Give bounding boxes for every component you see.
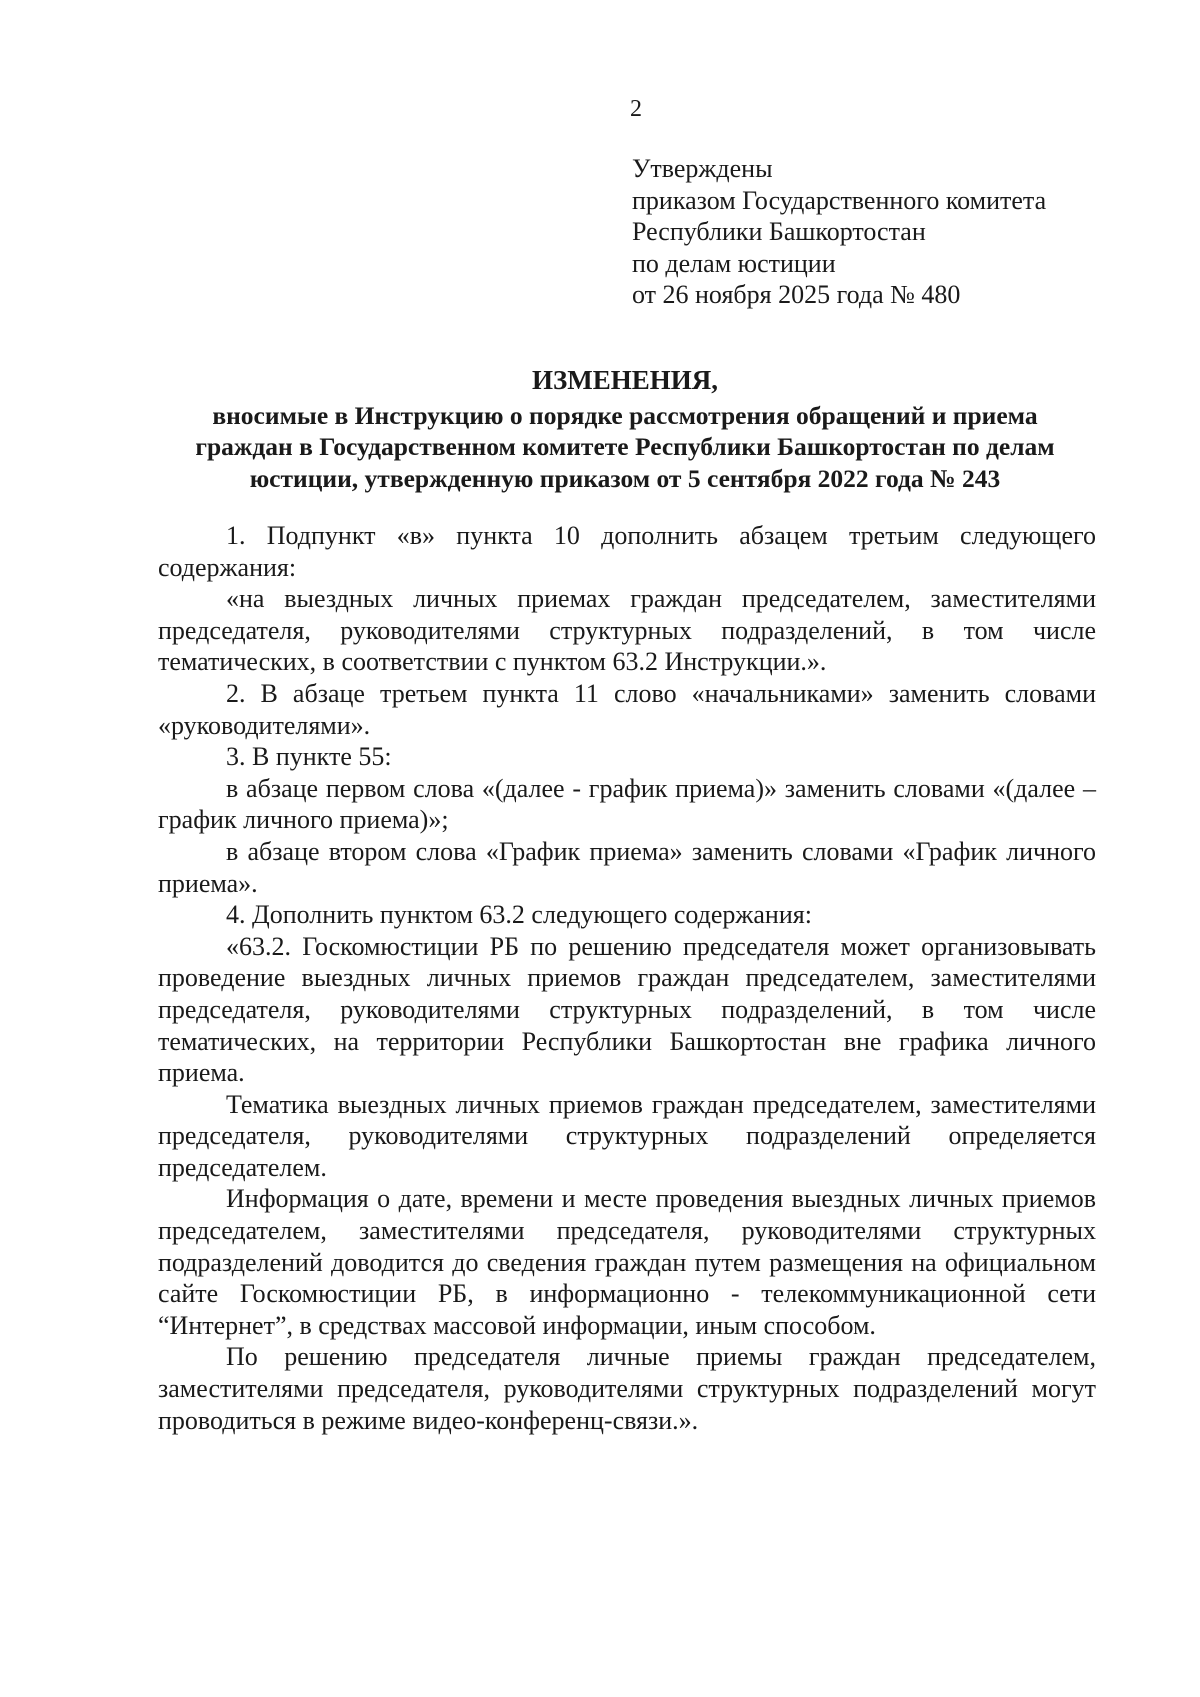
approval-line: Утверждены <box>632 154 773 183</box>
approval-line: от 26 ноября 2025 года № 480 <box>632 280 961 309</box>
paragraph-quote-1: «на выездных личных приемах граждан председателем, заместителями председателя, руководителями структурных подразделений, в том числе тематических, в соответствии с пунктом 63.2 Инструкции.». <box>158 584 1096 677</box>
paragraph-information: Информация о дате, времени и месте проведения выездных личных приемов председателем, заместителями председателя, руководителями структурных подразделений доводится до сведения граждан путем размещения на официальном сайте Госкомюстиции РБ, в информационно - телекоммуникационной сети “Интернет”, в средствах массовой информации, иным способом. <box>158 1184 1096 1340</box>
title-line: юстиции, утвержденную приказом от 5 сентября 2022 года № 243 <box>249 463 1001 493</box>
document-body <box>158 520 1096 1436</box>
approval-line: приказом Государственного комитета <box>632 185 1047 215</box>
paragraph-item-2: 2. В абзаце третьем пункта 11 слово «начальниками» заменить словами «руководителями». <box>158 678 1096 740</box>
paragraph-item-3: 3. В пункте 55: <box>226 742 392 772</box>
paragraph-video-conference: По решению председателя личные приемы граждан председателем, заместителями председателя, руководителями структурных подразделений могут проводиться в режиме видео-конференц-связи.». <box>158 1342 1096 1435</box>
paragraph-quote-63-2: «63.2. Госкомюстиции РБ по решению председателя может организовывать проведение выездных личных приемов граждан председателем, заместителями председателя, руководителями структурных подразделений, в том числе тематических, на территории Республики Башкортостан вне графика личного приема. <box>158 931 1096 1088</box>
title-line: вносимые в Инструкцию о порядке рассмотрения обращений и приема <box>212 400 1038 430</box>
paragraph-topics: Тематика выездных личных приемов граждан председателем, заместителями председателя, руководителями структурных подразделений определяется председателем. <box>158 1089 1096 1182</box>
document-title <box>152 365 1098 494</box>
paragraph-item-3-b: в абзаце втором слова «График приема» заменить словами «График личного приема». <box>158 836 1096 898</box>
paragraph-item-4: 4. Дополнить пунктом 63.2 следующего содержания: <box>226 900 812 930</box>
page-number: 2 <box>630 96 642 122</box>
title-heading: ИЗМЕНЕНИЯ, <box>531 365 718 395</box>
paragraph-item-3-a: в абзаце первом слова «(далее - график приема)» заменить словами «(далее – график личного приема)»; <box>158 773 1096 835</box>
approval-stamp-block <box>632 153 1152 311</box>
approval-line: Республики Башкортостан <box>632 217 926 246</box>
paragraph-item-1: 1. Подпункт «в» пункта 10 дополнить абзацем третьим следующего содержания: <box>158 521 1096 582</box>
title-line: граждан в Государственном комитете Республики Башкортостан по делам <box>195 432 1055 461</box>
approval-line: по делам юстиции <box>632 248 836 278</box>
